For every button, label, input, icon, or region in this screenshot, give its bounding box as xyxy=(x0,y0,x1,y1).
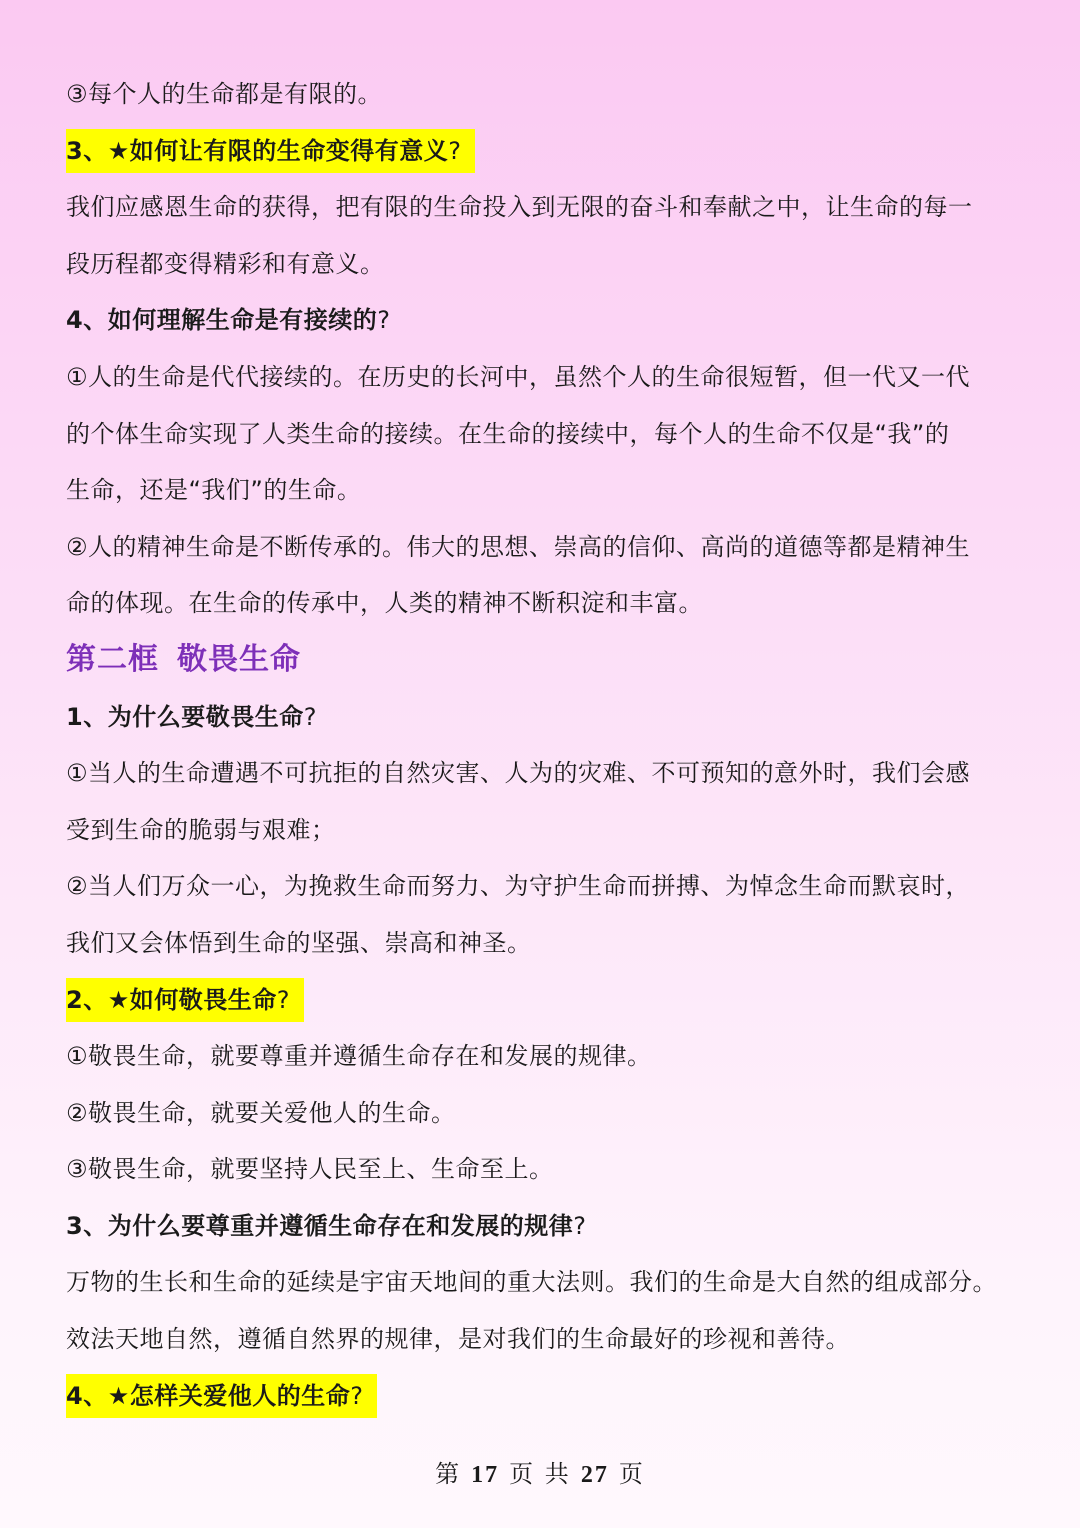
question-heading xyxy=(66,123,1026,180)
text-line: ②当人们万众一心，为挽救生命而努力、为守护生命而拼搏、为悼念生命而默哀时， xyxy=(66,872,971,901)
question-heading xyxy=(66,689,1026,746)
document-body xyxy=(66,66,1026,1424)
question-mark: ? xyxy=(448,136,462,165)
text-line: 我们又会体悟到生命的坚强、崇高和神圣。 xyxy=(66,928,532,957)
question-text: 3、为什么要尊重并遵循生命存在和发展的规律 xyxy=(66,1211,574,1240)
footer-suffix: 页 xyxy=(618,1460,645,1488)
question-mark: ? xyxy=(377,306,391,335)
section-number: 第二框 xyxy=(66,641,159,677)
question-mark: ? xyxy=(276,985,290,1014)
footer-middle: 页 共 xyxy=(509,1460,571,1488)
text-line: 受到生命的脆弱与艰难； xyxy=(66,815,336,844)
question-text: 1、为什么要敬畏生命 xyxy=(66,702,304,731)
text-line: 万物的生长和生命的延续是宇宙天地间的重大法则。我们的生命是大自然的组成部分。 xyxy=(66,1268,997,1297)
current-page-number: 17 xyxy=(471,1462,500,1488)
question-text: 2、★如何敬畏生命 xyxy=(66,985,277,1014)
question-text: 4、如何理解生命是有接续的 xyxy=(66,306,378,335)
text-line: ②敬畏生命，就要关爱他人的生命。 xyxy=(66,1098,456,1127)
text-line: ③每个人的生命都是有限的。 xyxy=(66,80,383,108)
text-line: ②人的精神生命是不断传承的。伟大的思想、崇高的信仰、高尚的道德等都是精神生 xyxy=(66,532,971,561)
footer-prefix: 第 xyxy=(435,1460,462,1488)
text-line: ③敬畏生命，就要坚持人民至上、生命至上。 xyxy=(66,1155,554,1184)
text-line: ①敬畏生命，就要尊重并遵循生命存在和发展的规律。 xyxy=(66,1042,652,1071)
text-line: 生命，还是“我们”的生命。 xyxy=(66,476,362,505)
question-heading xyxy=(66,292,1026,349)
section-title: 敬畏生命 xyxy=(177,641,301,677)
text-line: 命的体现。在生命的传承中，人类的精神不断积淀和丰富。 xyxy=(66,589,703,618)
text-line: 我们应感恩生命的获得，把有限的生命投入到无限的奋斗和奉献之中，让生命的每一 xyxy=(66,193,973,222)
text-line: ①当人的生命遭遇不可抗拒的自然灾害、人为的灾难、不可预知的意外时，我们会感 xyxy=(66,759,971,788)
highlight-mark xyxy=(66,1374,377,1418)
highlight-mark xyxy=(66,978,304,1022)
question-heading xyxy=(66,1368,1026,1425)
question-mark: ? xyxy=(573,1211,587,1240)
highlight-mark xyxy=(66,129,475,173)
total-page-number: 27 xyxy=(580,1462,609,1488)
text-line: 效法天地自然，遵循自然界的规律，是对我们的生命最好的珍视和善待。 xyxy=(66,1325,850,1354)
section-heading xyxy=(66,632,1026,689)
text-line: 段历程都变得精彩和有意义。 xyxy=(66,249,385,278)
question-heading xyxy=(66,1198,1026,1255)
question-text: 3、★如何让有限的生命变得有意义 xyxy=(66,136,449,165)
page-footer xyxy=(0,1454,1080,1489)
text-line: 的个体生命实现了人类生命的接续。在生命的接续中，每个人的生命不仅是“我”的 xyxy=(66,419,950,448)
text-line: ①人的生命是代代接续的。在历史的长河中，虽然个人的生命很短暂，但一代又一代 xyxy=(66,362,971,391)
question-mark: ? xyxy=(350,1381,364,1410)
question-heading xyxy=(66,972,1026,1029)
question-text: 4、★怎样关爱他人的生命 xyxy=(66,1381,351,1410)
question-mark: ? xyxy=(303,702,317,731)
